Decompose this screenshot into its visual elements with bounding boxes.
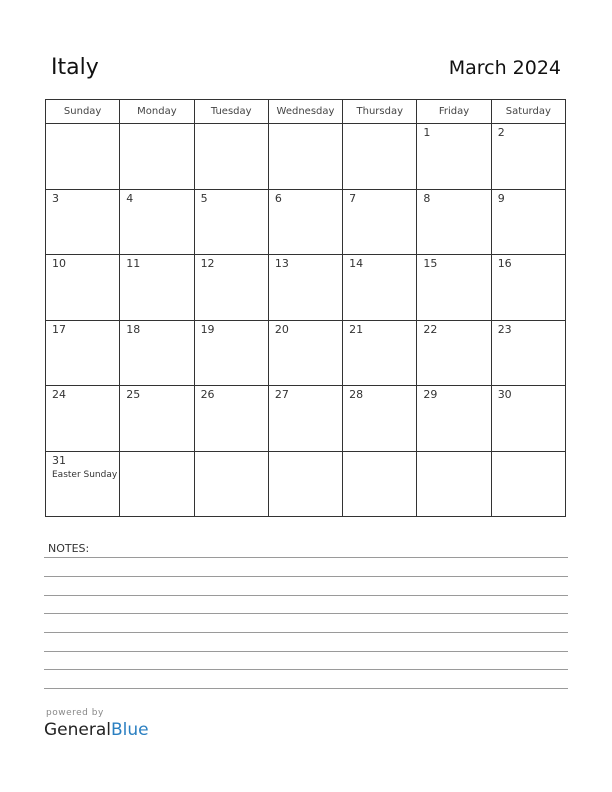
day-number	[269, 124, 342, 126]
day-number	[195, 452, 268, 454]
note-line	[44, 595, 568, 596]
day-number: 25	[126, 388, 141, 401]
day-cell	[417, 320, 491, 386]
calendar-grid	[45, 99, 566, 517]
day-number: 4	[126, 191, 134, 205]
day-number: 16	[497, 257, 512, 270]
day-number: 31	[52, 453, 66, 467]
note-line	[44, 669, 568, 670]
week-row	[46, 320, 566, 386]
notes-label: NOTES:	[48, 542, 90, 555]
day-cell	[417, 386, 491, 452]
day-cell	[194, 386, 268, 452]
day-cell	[417, 255, 491, 321]
day-number: 1	[423, 126, 431, 139]
weekday-header: Wednesday	[268, 100, 342, 124]
day-number: 19	[200, 322, 215, 336]
brand-general: General	[44, 720, 111, 740]
day-number: 10	[52, 257, 66, 270]
day-number	[120, 452, 193, 454]
day-number: 23	[497, 322, 512, 336]
brand-logo	[44, 720, 149, 740]
day-number: 27	[274, 388, 289, 401]
day-number	[417, 452, 490, 454]
day-number	[492, 452, 565, 454]
day-number: 15	[423, 257, 438, 270]
day-number: 28	[349, 388, 364, 401]
weekday-header: Thursday	[343, 100, 417, 124]
day-cell	[268, 320, 342, 386]
week-row	[46, 255, 566, 321]
day-number	[343, 452, 416, 454]
weekday-header: Saturday	[491, 100, 565, 124]
day-number: 13	[274, 257, 289, 270]
day-number: 30	[497, 388, 512, 401]
day-cell	[343, 451, 417, 517]
day-number: 9	[497, 191, 505, 205]
note-line	[44, 576, 568, 577]
day-cell	[268, 189, 342, 255]
note-line	[44, 651, 568, 652]
day-cell	[120, 451, 194, 517]
week-row	[46, 124, 566, 190]
week-row	[46, 386, 566, 452]
holiday-label: Easter Sunday	[52, 469, 118, 480]
day-cell	[343, 189, 417, 255]
day-cell	[194, 124, 268, 190]
day-number	[46, 124, 119, 126]
weekday-header: Sunday	[46, 100, 120, 124]
day-cell	[194, 451, 268, 517]
day-cell	[491, 124, 565, 190]
day-cell	[120, 189, 194, 255]
day-number: 11	[126, 257, 141, 270]
day-cell	[194, 189, 268, 255]
day-cell	[120, 255, 194, 321]
day-number: 8	[423, 191, 431, 205]
day-cell	[46, 255, 120, 321]
note-line	[44, 557, 568, 558]
day-cell	[491, 386, 565, 452]
day-number: 22	[423, 322, 438, 336]
weekday-header: Friday	[417, 100, 491, 124]
day-cell	[194, 255, 268, 321]
day-cell	[194, 320, 268, 386]
day-cell	[417, 124, 491, 190]
day-number: 29	[423, 388, 438, 401]
day-number: 2	[497, 126, 505, 139]
day-cell	[46, 386, 120, 452]
day-cell	[491, 320, 565, 386]
day-number: 14	[349, 257, 364, 270]
day-number: 6	[274, 191, 282, 205]
powered-by-text: powered by	[46, 708, 104, 718]
day-number	[343, 124, 416, 126]
day-cell	[491, 189, 565, 255]
day-number: 12	[200, 257, 215, 270]
day-number	[120, 124, 193, 126]
brand-blue: Blue	[111, 720, 149, 740]
day-number: 3	[52, 191, 59, 205]
week-row	[46, 451, 566, 517]
month-title: March 2024	[448, 57, 561, 79]
day-cell	[343, 255, 417, 321]
day-number: 17	[52, 322, 66, 336]
day-cell	[46, 189, 120, 255]
day-cell	[491, 255, 565, 321]
day-cell	[343, 124, 417, 190]
day-number: 7	[349, 191, 357, 205]
day-cell	[491, 451, 565, 517]
day-cell	[46, 124, 120, 190]
day-cell	[120, 320, 194, 386]
day-number: 18	[126, 322, 141, 336]
weekday-header: Monday	[120, 100, 194, 124]
day-cell	[120, 124, 194, 190]
country-title: Italy	[51, 55, 99, 80]
day-cell	[417, 451, 491, 517]
day-number: 5	[200, 191, 208, 205]
day-cell	[268, 451, 342, 517]
day-number: 26	[200, 388, 215, 401]
week-row	[46, 189, 566, 255]
day-number: 24	[52, 388, 66, 401]
day-number: 20	[274, 322, 289, 336]
day-cell	[343, 386, 417, 452]
note-line	[44, 613, 568, 614]
note-line	[44, 688, 568, 689]
day-number	[195, 124, 268, 126]
day-cell	[120, 386, 194, 452]
day-cell	[417, 189, 491, 255]
day-number	[269, 452, 342, 454]
weekday-header-row	[46, 100, 566, 124]
note-line	[44, 632, 568, 633]
day-number: 21	[349, 322, 364, 336]
weekday-header: Tuesday	[194, 100, 268, 124]
day-cell	[268, 386, 342, 452]
day-cell	[268, 124, 342, 190]
day-cell	[268, 255, 342, 321]
day-cell	[46, 451, 120, 517]
day-cell	[343, 320, 417, 386]
day-cell	[46, 320, 120, 386]
